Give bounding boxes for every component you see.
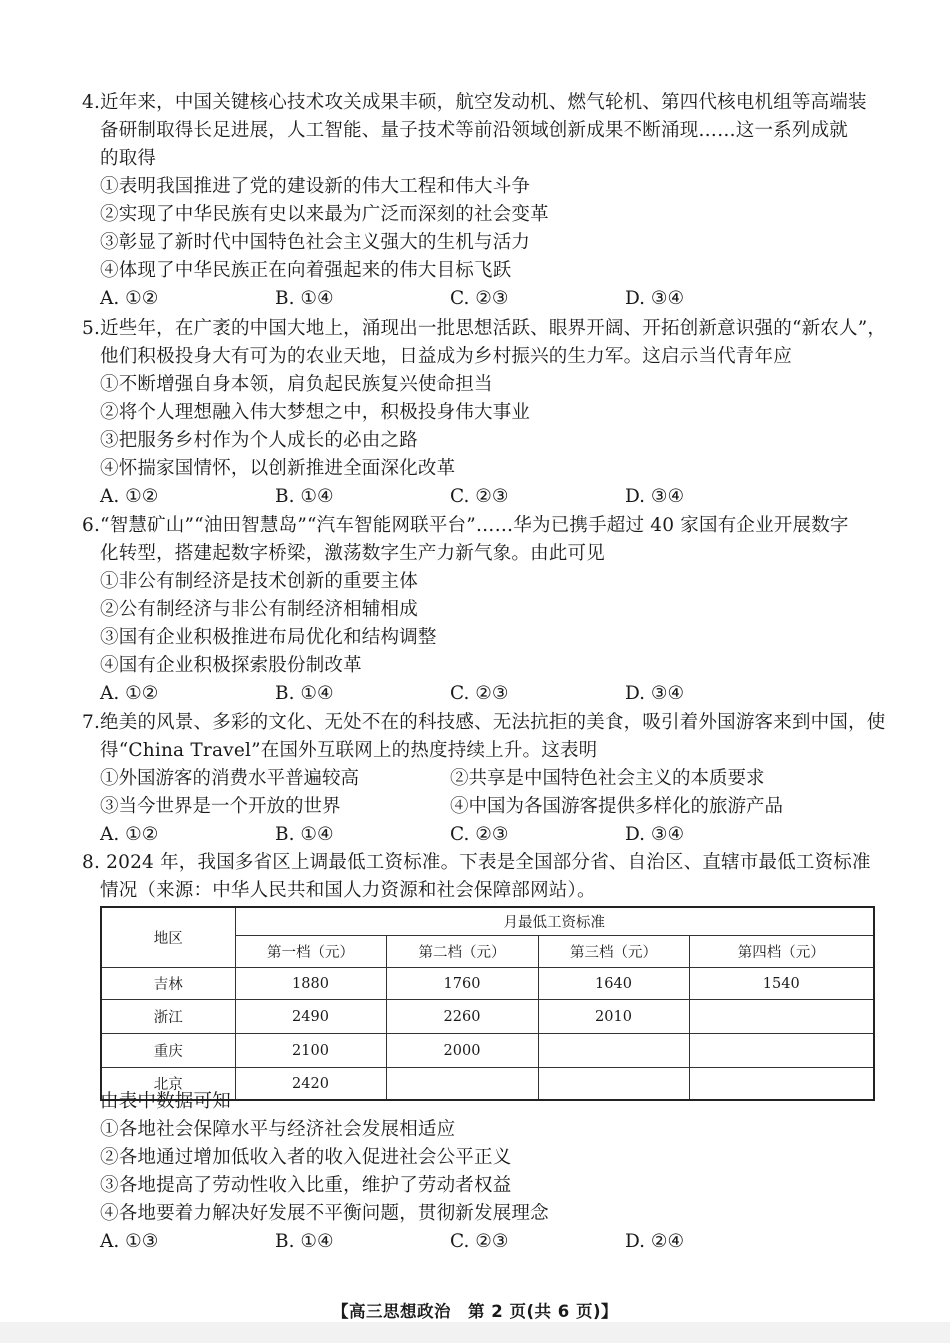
q5-option-d: D. ③④: [625, 486, 685, 507]
q7-option-a: A. ①②: [100, 824, 159, 845]
q4-option-d: D. ③④: [625, 288, 685, 309]
q7-item: ①外国游客的消费水平普遍较高: [100, 768, 360, 789]
q8-lead: 由表中数据可知: [100, 1091, 231, 1112]
q6-option-b: B. ①④: [275, 683, 334, 704]
q6-option-d: D. ③④: [625, 683, 685, 704]
table-cell: 1640: [538, 968, 689, 1000]
table-cell: 2420: [235, 1068, 386, 1101]
q6-option-c: C. ②③: [450, 683, 509, 704]
q8-option-b: B. ①④: [275, 1231, 334, 1252]
table-cell: 1540: [689, 968, 874, 1000]
table-cell: [689, 1000, 874, 1034]
min-wage-table: [100, 906, 875, 1101]
q8-item: ②各地通过增加低收入者的收入促进社会公平正义: [100, 1147, 512, 1168]
question-8-stem: [82, 849, 880, 905]
q4-item: ②实现了中华民族有史以来最为广泛而深刻的社会变革: [100, 204, 549, 225]
q8-item: ④各地要着力解决好发展不平衡问题，贯彻新发展理念: [100, 1203, 549, 1224]
table-cell: 2490: [235, 1000, 386, 1034]
q5-option-b: B. ①④: [275, 486, 334, 507]
q6-options: [100, 680, 880, 708]
q6-item: ③国有企业积极推进布局优化和结构调整: [100, 627, 437, 648]
table-cell-region: 浙江: [101, 1000, 235, 1034]
table-cell-region: 重庆: [101, 1034, 235, 1068]
question-8-body: [100, 1088, 880, 1256]
q8-options: [100, 1228, 880, 1256]
table-cell: 2000: [386, 1034, 538, 1068]
page-footer: 【高三思想政治 第 2 页(共 6 页)】: [331, 1302, 619, 1321]
table-cell: 1880: [235, 968, 386, 1000]
q7-options: [100, 821, 880, 849]
q8-item: ①各地社会保障水平与经济社会发展相适应: [100, 1119, 456, 1140]
q4-stem-line: 4.近年来，中国关键核心技术攻关成果丰硕，航空发动机、燃气轮机、第四代核电机组等高端装: [82, 92, 867, 113]
q7-item: ②共享是中国特色社会主义的本质要求: [450, 768, 765, 789]
q6-item: ①非公有制经济是技术创新的重要主体: [100, 571, 418, 592]
table-cell-region: 吉林: [101, 968, 235, 1000]
q4-stem-line: 的取得: [100, 148, 157, 169]
table-cell: [689, 1034, 874, 1068]
table-cell-region: 北京: [101, 1068, 235, 1101]
q7-option-c: C. ②③: [450, 824, 509, 845]
table-header-tier: 第四档（元）: [689, 936, 874, 968]
q4-item: ①表明我国推进了党的建设新的伟大工程和伟大斗争: [100, 176, 531, 197]
q8-stem-line: 情况（来源：中华人民共和国人力资源和社会保障部网站）。: [100, 880, 596, 901]
bottom-margin-band: [0, 1322, 950, 1343]
table-header-tier: 第三档（元）: [538, 936, 689, 968]
q4-option-b: B. ①④: [275, 288, 334, 309]
table-cell: 2010: [538, 1000, 689, 1034]
q5-item: ②将个人理想融入伟大梦想之中，积极投身伟大事业: [100, 402, 531, 423]
q8-stem-line: 8. 2024 年，我国多省区上调最低工资标准。下表是全国部分省、自治区、直辖市最低工资标准: [82, 852, 871, 873]
q6-item: ④国有企业积极探索股份制改革: [100, 655, 362, 676]
question-5: [82, 315, 887, 511]
table-cell: 2260: [386, 1000, 538, 1034]
q6-stem-line: 6.“智慧矿山”“油田智慧岛”“汽车智能网联平台”……华为已携手超过 40 家国有企业开展数字: [82, 515, 849, 536]
q5-stem-line: 5.近些年，在广袤的中国大地上，涌现出一批思想活跃、眼界开阔、开拓创新意识强的“新农人”，: [82, 318, 887, 339]
q4-options: [100, 285, 880, 313]
table-row: [101, 1000, 874, 1034]
q5-item: ③把服务乡村作为个人成长的必由之路: [100, 430, 418, 451]
question-4: [82, 89, 880, 313]
q7-stem-line: 得“China Travel”在国外互联网上的热度持续上升。这表明: [100, 740, 598, 761]
table-cell: 2100: [235, 1034, 386, 1068]
table-header-region: 地区: [101, 907, 235, 968]
q6-item: ②公有制经济与非公有制经济相辅相成: [100, 599, 418, 620]
q8-option-a: A. ①③: [100, 1231, 159, 1252]
q5-item: ①不断增强自身本领，肩负起民族复兴使命担当: [100, 374, 493, 395]
q8-option-c: C. ②③: [450, 1231, 509, 1252]
q7-item: ③当今世界是一个开放的世界: [100, 796, 341, 817]
q5-options: [100, 483, 880, 511]
q4-item: ③彰显了新时代中国特色社会主义强大的生机与活力: [100, 232, 531, 253]
q5-item: ④怀揣家国情怀，以创新推进全面深化改革: [100, 458, 456, 479]
table-header-tier: 第一档（元）: [235, 936, 386, 968]
q5-option-c: C. ②③: [450, 486, 509, 507]
question-6: [82, 512, 880, 708]
table-header-tier: 第二档（元）: [386, 936, 538, 968]
q7-items-row-2: [100, 793, 880, 821]
q7-item: ④中国为各国游客提供多样化的旅游产品: [450, 796, 784, 817]
q6-option-a: A. ①②: [100, 683, 159, 704]
table-cell: 1760: [386, 968, 538, 1000]
question-7: [82, 709, 886, 849]
q7-stem-line: 7.绝美的风景、多彩的文化、无处不在的科技感、无法抗拒的美食，吸引着外国游客来到中国，使: [82, 712, 886, 733]
q4-option-a: A. ①②: [100, 288, 159, 309]
q7-items-row-1: [100, 765, 880, 793]
q8-item: ③各地提高了劳动性收入比重，维护了劳动者权益: [100, 1175, 512, 1196]
table-cell: [538, 1034, 689, 1068]
q5-stem-line: 他们积极投身大有可为的农业天地，日益成为乡村振兴的生力军。这启示当代青年应: [100, 346, 792, 367]
q5-option-a: A. ①②: [100, 486, 159, 507]
table-header-group: 月最低工资标准: [235, 907, 874, 936]
q4-option-c: C. ②③: [450, 288, 509, 309]
q4-stem-line: 备研制取得长足进展，人工智能、量子技术等前沿领域创新成果不断涌现……这一系列成就: [100, 120, 849, 141]
q4-item: ④体现了中华民族正在向着强起来的伟大目标飞跃: [100, 260, 512, 281]
q6-stem-line: 化转型，搭建起数字桥梁，激荡数字生产力新气象。由此可见: [100, 543, 605, 564]
q8-option-d: D. ②④: [625, 1231, 685, 1252]
table-row: [101, 968, 874, 1000]
q7-option-d: D. ③④: [625, 824, 685, 845]
table-row: [101, 1034, 874, 1068]
q7-option-b: B. ①④: [275, 824, 334, 845]
